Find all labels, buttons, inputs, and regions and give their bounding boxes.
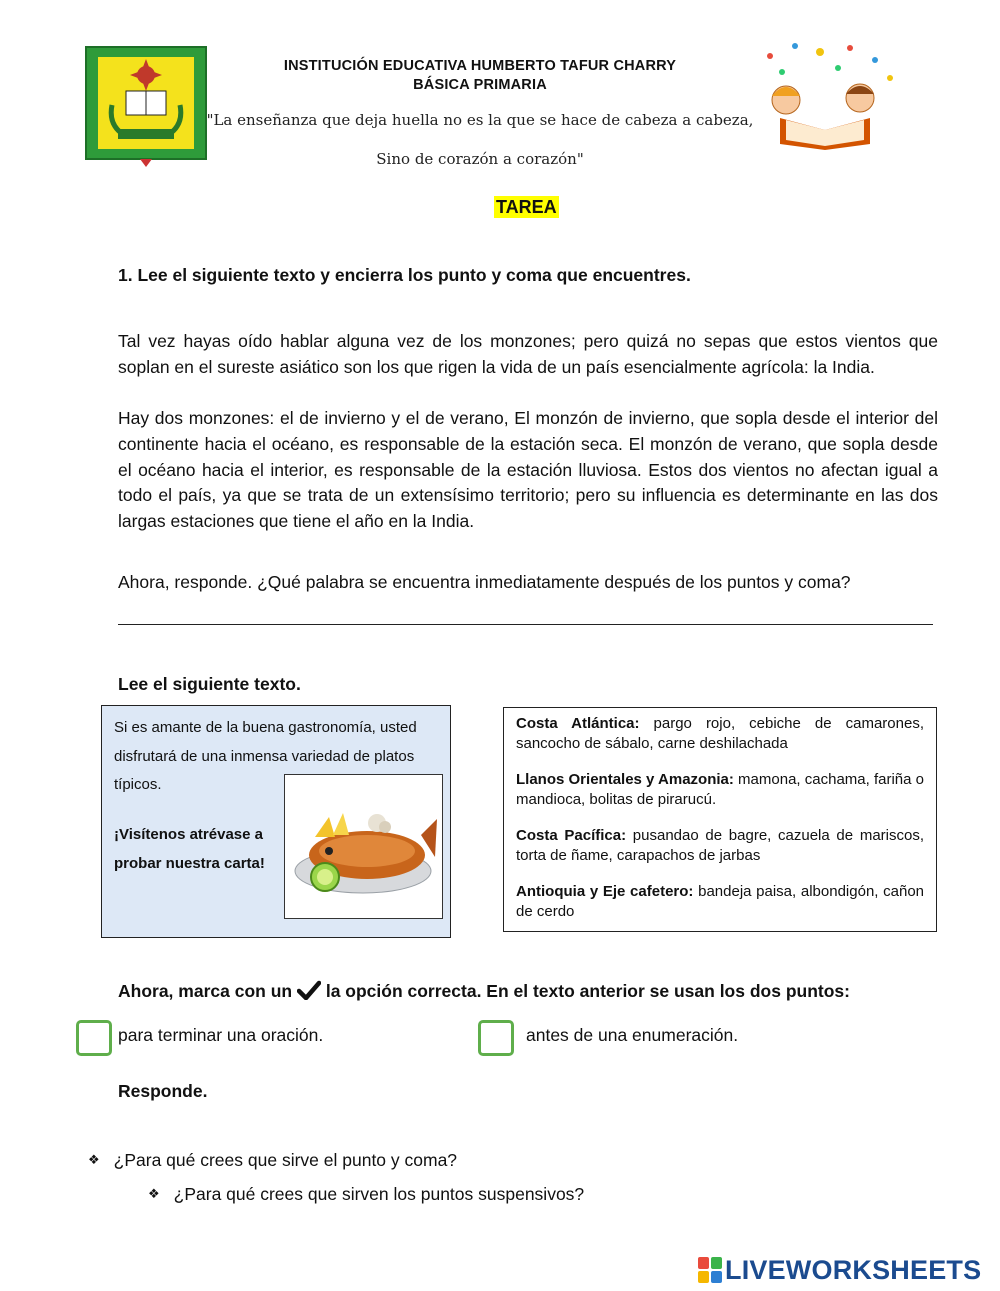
- question-2-text: ¿Para qué crees que sirven los puntos suspensivos?: [173, 1184, 585, 1204]
- mark-instruction-prefix: Ahora, marca con un: [118, 981, 293, 1001]
- region-name: Antioquia y Eje cafetero:: [516, 883, 694, 900]
- ad-call-to-action: ¡Visítenos atrévase a probar nuestra carta!: [114, 826, 265, 872]
- quote-line-1: "La enseñanza que deja huella no es la que se hace de cabeza a cabeza,: [206, 111, 754, 129]
- page-title: TAREA: [496, 197, 557, 217]
- checkmark-icon: [297, 980, 321, 1005]
- option-2-label: antes de una enumeración.: [526, 1025, 739, 1045]
- region-name: Costa Pacífica:: [516, 827, 627, 844]
- quote-line-2: Sino de corazón a corazón": [376, 150, 584, 168]
- exercise-1-paragraph-2: Hay dos monzones: el de invierno y el de verano, El monzón de invierno, que sopla desde el interior del continente hacia el océano, es responsable de la estación seca. El monzón de verano, que sopla desde el océano hacia el interior, es responsable de la estación lluviosa. Estos dos vientos no afectan igual a todo el país, ya que se trata de un extensísimo territorio; pero su influencia es determinante en las dos largas estaciones que tiene el año en la India.: [118, 408, 938, 532]
- restaurant-ad-box: [101, 705, 451, 938]
- exercise-3-instruction: Responde.: [118, 1081, 208, 1101]
- brand-name: LIVEWORKSHEETS: [725, 1254, 982, 1285]
- school-name: INSTITUCIÓN EDUCATIVA HUMBERTO TAFUR CHARRY: [283, 58, 677, 74]
- regional-dishes-box: [503, 707, 937, 932]
- exercise-2-instruction: Lee el siguiente texto.: [118, 674, 301, 694]
- option-2-checkbox[interactable]: [478, 1020, 514, 1056]
- fried-fish-dish-image: [284, 774, 443, 919]
- mark-instruction: [118, 980, 948, 1005]
- question-1: [88, 1150, 457, 1171]
- option-1-checkbox[interactable]: [76, 1020, 112, 1056]
- region-name: Costa Atlántica:: [516, 715, 640, 732]
- school-level: BÁSICA PRIMARIA: [413, 77, 547, 93]
- region-name: Llanos Orientales y Amazonia:: [516, 771, 734, 788]
- school-crest-logo: [84, 45, 208, 169]
- question-1-text: ¿Para qué crees que sirve el punto y coma?: [113, 1150, 458, 1170]
- liveworksheets-logo: [697, 1253, 981, 1287]
- option-1-label: para terminar una oración.: [118, 1025, 324, 1045]
- region-item: [516, 826, 924, 865]
- ad-text: Si es amante de la buena gastronomía, usted disfrutará de una inmensa variedad de platos típicos.: [114, 719, 417, 793]
- diamond-bullet-icon: ❖: [88, 1152, 100, 1167]
- region-dishes: pargo rojo, cebiche de camarones, sancocho de sábalo, carne deshilachada: [516, 715, 924, 752]
- exercise-1-instruction: 1. Lee el siguiente texto y encierra los punto y coma que encuentres.: [118, 265, 691, 285]
- mark-instruction-suffix: la opción correcta. En el texto anterior se usan los dos puntos:: [325, 981, 850, 1001]
- question-2: [148, 1184, 584, 1205]
- answer-line[interactable]: [118, 624, 933, 625]
- region-item: [516, 714, 924, 753]
- region-dishes: pusandao de bagre, cazuela de mariscos, torta de ñame, carapachos de jarbas: [516, 827, 924, 864]
- region-item: [516, 770, 924, 809]
- region-dishes: bandeja paisa, albondigón, cañon de cerdo: [516, 883, 924, 920]
- diamond-bullet-icon: ❖: [148, 1186, 160, 1201]
- region-dishes: mamona, cachama, fariña o mandioca, bolitas de pirarucú.: [516, 771, 925, 808]
- region-item: [516, 882, 924, 921]
- exercise-1-question: Ahora, responde. ¿Qué palabra se encuentra inmediatamente después de los puntos y coma?: [118, 572, 851, 592]
- kids-reading-illustration: [750, 38, 900, 150]
- exercise-1-paragraph-1: Tal vez hayas oído hablar alguna vez de los monzones; pero quizá no sepas que estos vientos que soplan en el sureste asiático son los que rigen la vida de un país esencialmente agrícola: la India.: [118, 331, 938, 377]
- liveworksheets-icon: [697, 1256, 723, 1284]
